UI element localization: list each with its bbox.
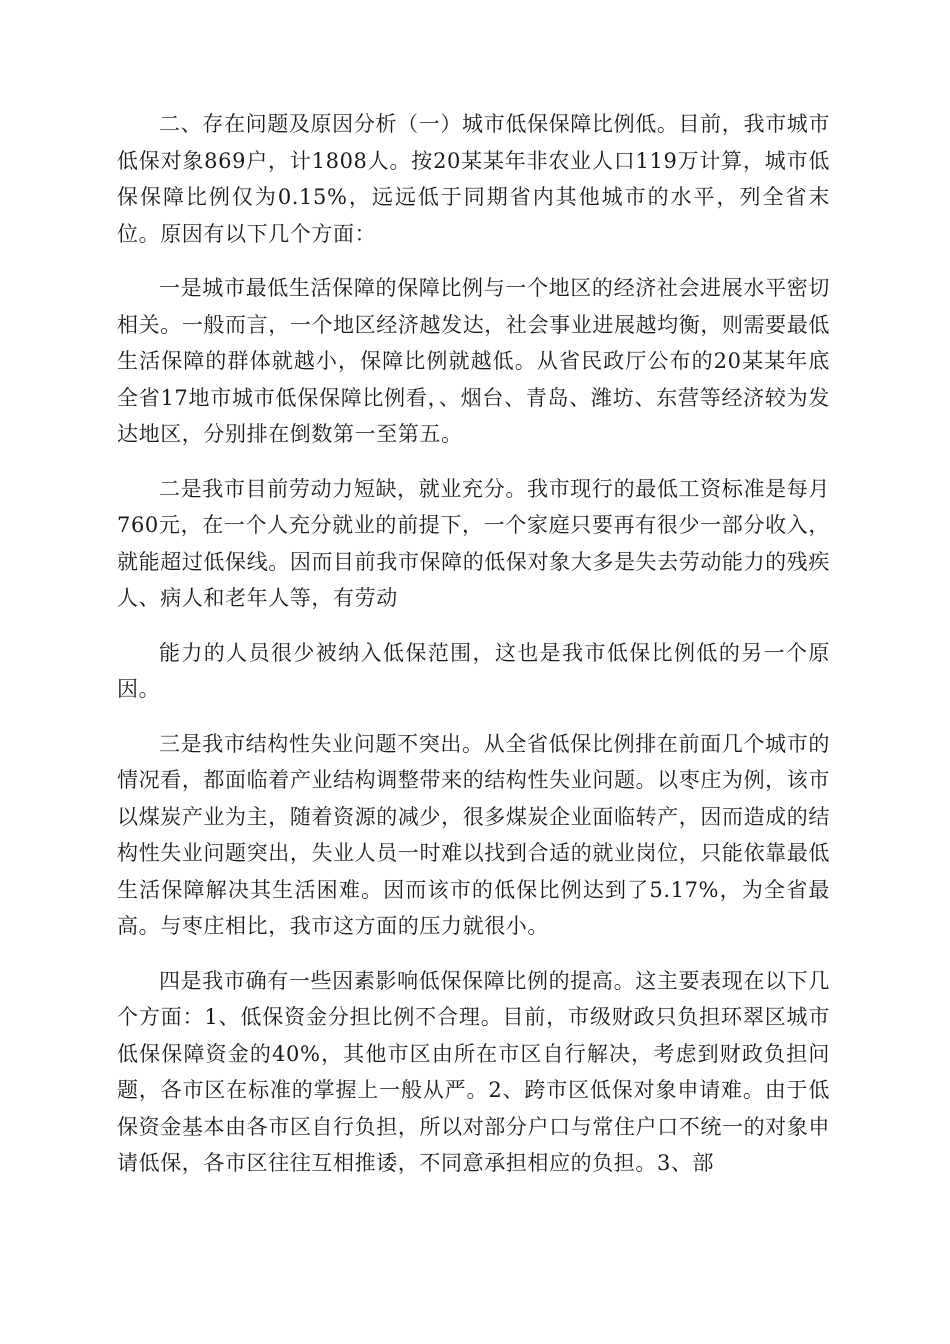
paragraph-cause-analysis-intro: 二、存在问题及原因分析（一）城市低保保障比例低。目前，我市城市低保对象869户，计1808人。按20某某年非农业人口119万计算，城市低保保障比例仅为0.15%，远远低于同期省内其他城市的水平，列全省末位。原因有以下几个方面：: [117, 112, 830, 246]
paragraph-reason-two-continued: 能力的人员很少被纳入低保范围，这也是我市低保比例低的另一个原因。: [117, 640, 830, 701]
paragraph-reason-four: 四是我市确有一些因素影响低保保障比例的提高。这主要表现在以下几个方面：1、低保资金分担比例不合理。目前，市级财政只负担环翠区城市低保保障资金的40%，其他市区由所在市区自行解决，考虑到财政负担问题，各市区在标准的掌握上一般从严。2、跨市区低保对象申请难。由于低保资金基本由各市区自行负担，所以对部分户口与常住户口不统一的对象申请低保，各市区往往互相推诿，不同意承担相应的负担。3、部: [117, 968, 830, 1175]
paragraph-reason-two: 二是我市目前劳动力短缺，就业充分。我市现行的最低工资标准是每月760元，在一个人充分就业的前提下，一个家庭只要再有很少一部分收入，就能超过低保线。因而目前我市保障的低保对象大多是失去劳动能力的残疾人、病人和老年人等，有劳动: [117, 476, 830, 610]
paragraph-reason-one: 一是城市最低生活保障的保障比例与一个地区的经济社会进展水平密切相关。一般而言，一个地区经济越发达，社会事业进展越均衡，则需要最低生活保障的群体就越小，保障比例就越低。从省民政厅公布的20某某年底全省17地市城市低保保障比例看，、烟台、青岛、潍坊、东营等经济较为发达地区，分别排在倒数第一至第五。: [117, 276, 830, 446]
paragraph-reason-three: 三是我市结构性失业问题不突出。从全省低保比例排在前面几个城市的情况看，都面临着产业结构调整带来的结构性失业问题。以枣庄为例，该市以煤炭产业为主，随着资源的减少，很多煤炭企业面临转产，因而造成的结构性失业问题突出，失业人员一时难以找到合适的就业岗位，只能依靠最低生活保障解决其生活困难。因而该市的低保比例达到了5.17%，为全省最高。与枣庄相比，我市这方面的压力就很小。: [117, 731, 830, 938]
